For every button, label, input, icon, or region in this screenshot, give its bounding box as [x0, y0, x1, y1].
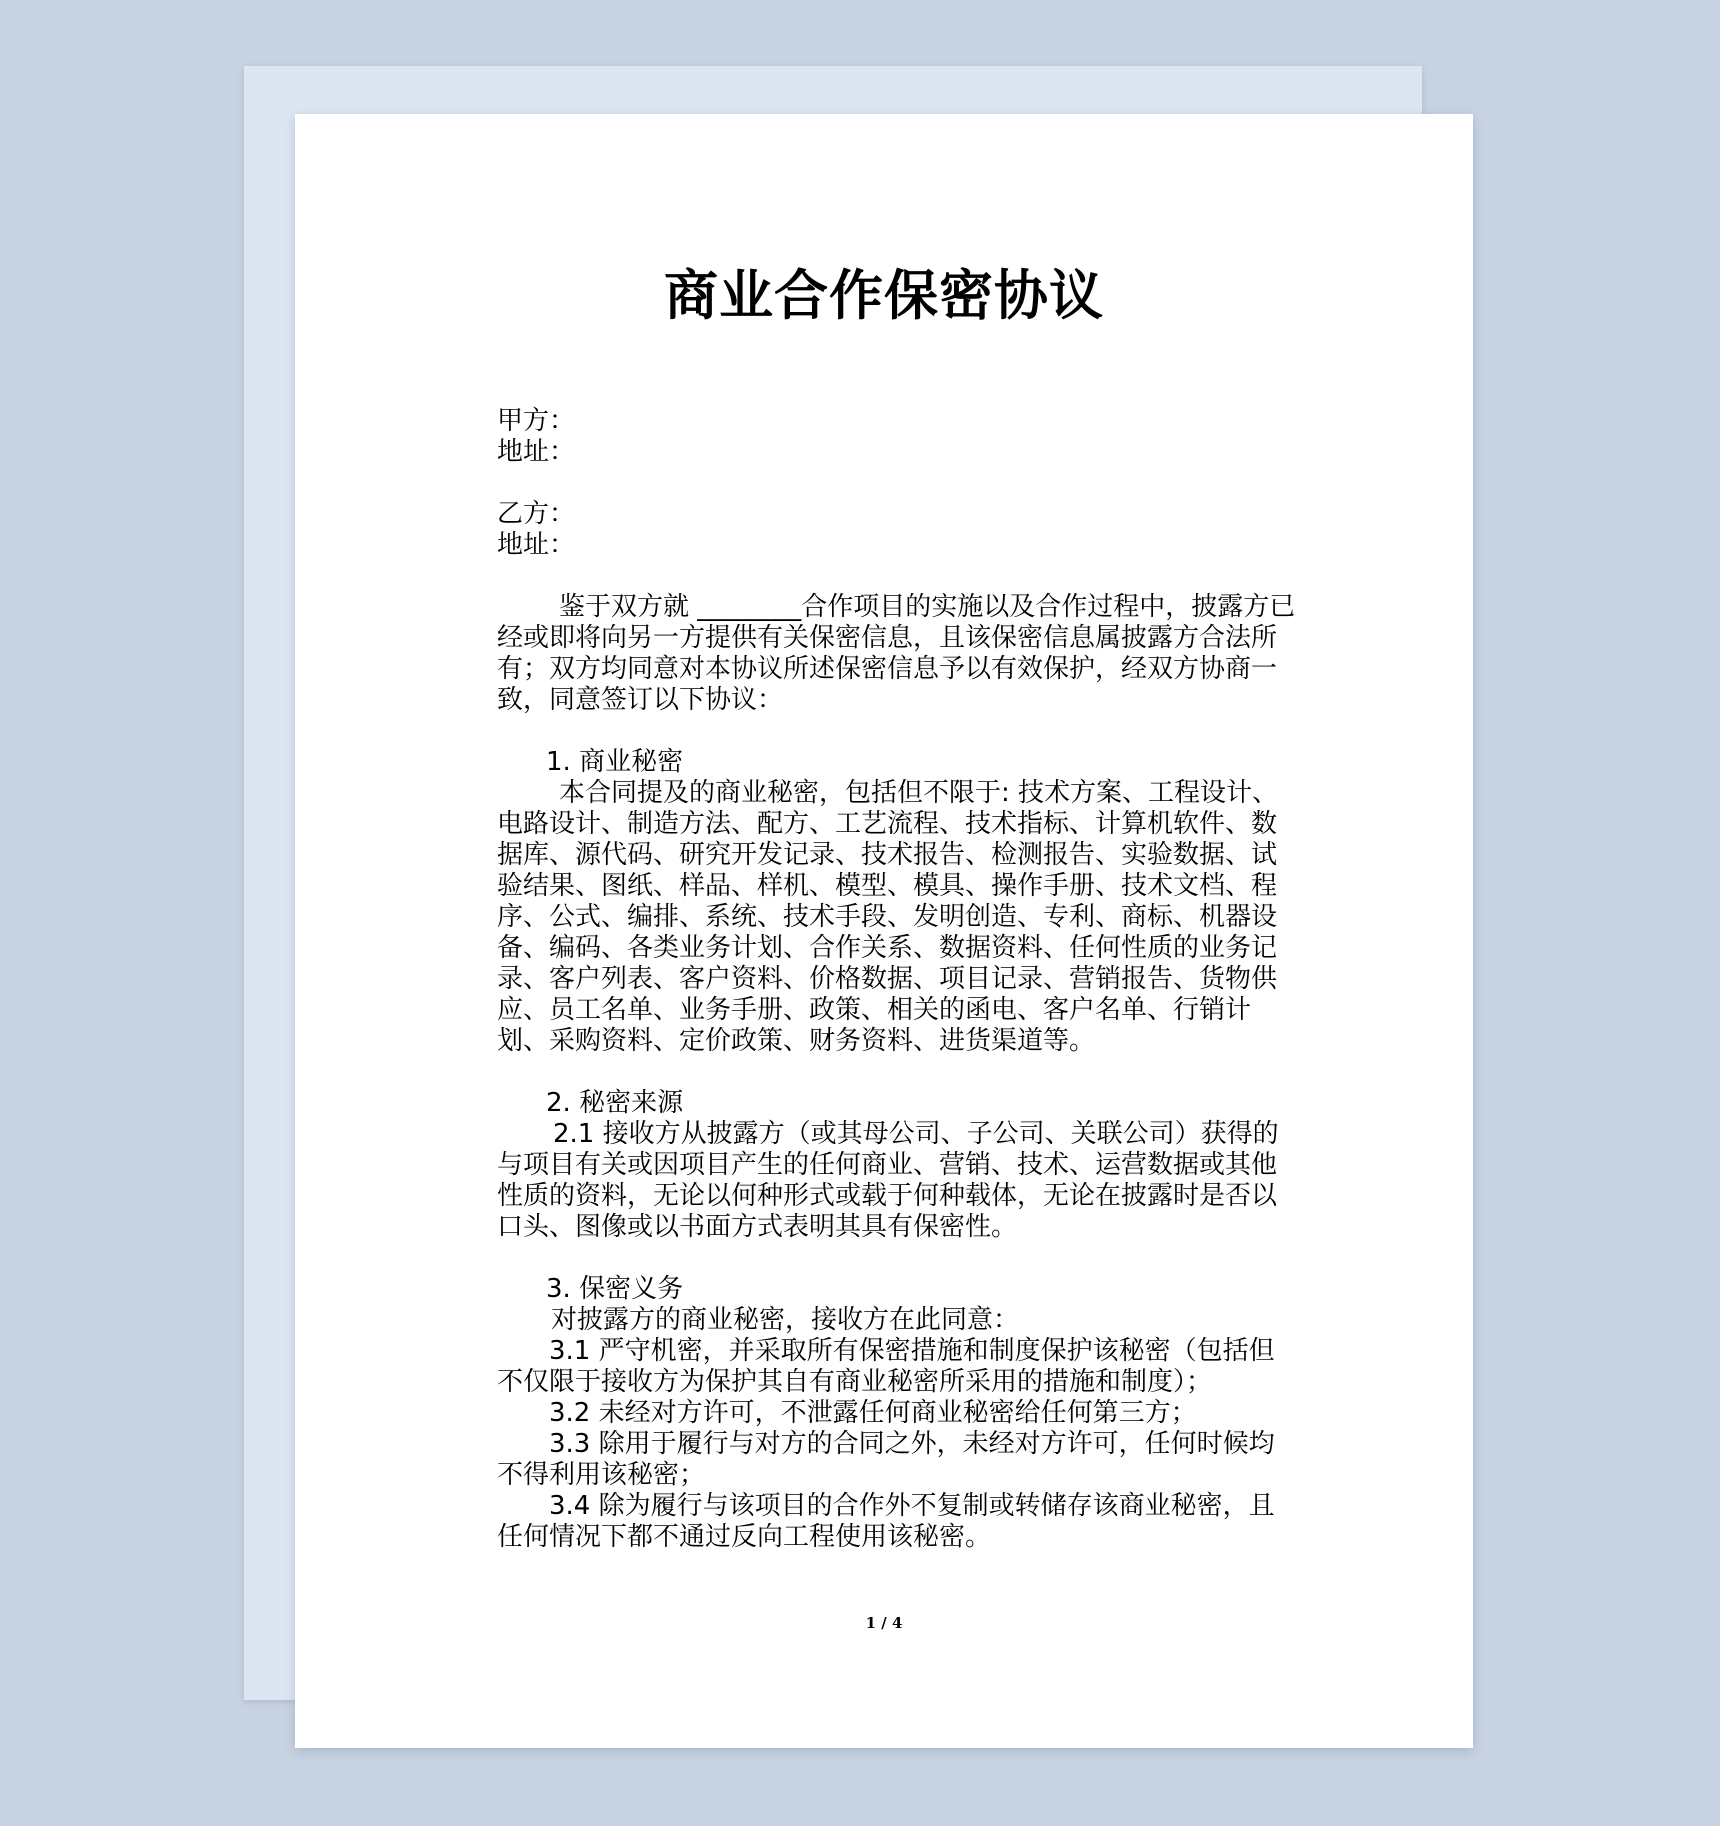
- spacer: [497, 1057, 1297, 1088]
- section-heading-trade-secrets: 1. 商业秘密: [546, 747, 684, 777]
- party-b-address-label: 地址：: [497, 530, 576, 560]
- page-number: 1 / 4: [865, 1614, 903, 1632]
- section-obligations-lead: 对披露方的商业秘密，接收方在此同意：: [551, 1305, 1020, 1335]
- clause-3-3: 3.3 除用于履行与对方的合同之外，未经对方许可，任何时候均不得利用该秘密；: [497, 1429, 1275, 1490]
- spacer: [497, 716, 1297, 747]
- party-a-label: 甲方：: [497, 406, 576, 436]
- clause-3-1: 3.1 严守机密，并采取所有保密措施和制度保护该秘密（包括但不仅限于接收方为保护其自有商业秘密所采用的措施和制度）；: [497, 1336, 1275, 1397]
- clause-2-1: 2.1 接收方从披露方（或其母公司、子公司、关联公司）获得的与项目有关或因项目产生的任何商业、营销、技术、运营数据或其他性质的资料，无论以何种形式或载于何种载体，无论在披露时是否以口头、图像或以书面方式表明其具有保密性。: [497, 1119, 1279, 1242]
- document-body: [497, 406, 1297, 1553]
- spacer: [497, 468, 1297, 499]
- preamble-paragraph: 鉴于双方就 ________合作项目的实施以及合作过程中，披露方已经或即将向另一方提供有关保密信息，且该保密信息属披露方合法所有；双方均同意对本协议所述保密信息予以有效保护，经双方协商一致，同意签订以下协议：: [497, 592, 1296, 715]
- party-a-address-label: 地址：: [497, 437, 576, 467]
- spacer: [497, 1243, 1297, 1274]
- party-b-label: 乙方：: [497, 499, 576, 529]
- section-trade-secrets-body: 本合同提及的商业秘密，包括但不限于: 技术方案、工程设计、电路设计、制造方法、配方、工艺流程、技术指标、计算机软件、数据库、源代码、研究开发记录、技术报告、检测报告、实验数据、试验结果、图纸、样品、样机、模型、模具、操作手册、技术文档、程序、公式、编排、系统、技术手段、发明创造、专利、商标、机器设备、编码、各类业务计划、合作关系、数据资料、任何性质的业务记录、客户列表、客户资料、价格数据、项目记录、营销报告、货物供应、员工名单、业务手册、政策、相关的函电、客户名单、行销计划、采购资料、定价政策、财务资料、进货渠道等。: [497, 778, 1279, 1056]
- clause-3-4: 3.4 除为履行与该项目的合作外不复制或转储存该商业秘密，且任何情况下都不通过反向工程使用该秘密。: [497, 1491, 1275, 1552]
- section-heading-confidentiality-obligations: 3. 保密义务: [546, 1274, 684, 1304]
- spacer: [497, 561, 1297, 592]
- section-heading-secret-source: 2. 秘密来源: [546, 1088, 684, 1118]
- document-title: 商业合作保密协议: [664, 264, 1104, 327]
- document-page: [295, 114, 1473, 1748]
- clause-3-2: 3.2 未经对方许可，不泄露任何商业秘密给任何第三方；: [549, 1398, 1197, 1428]
